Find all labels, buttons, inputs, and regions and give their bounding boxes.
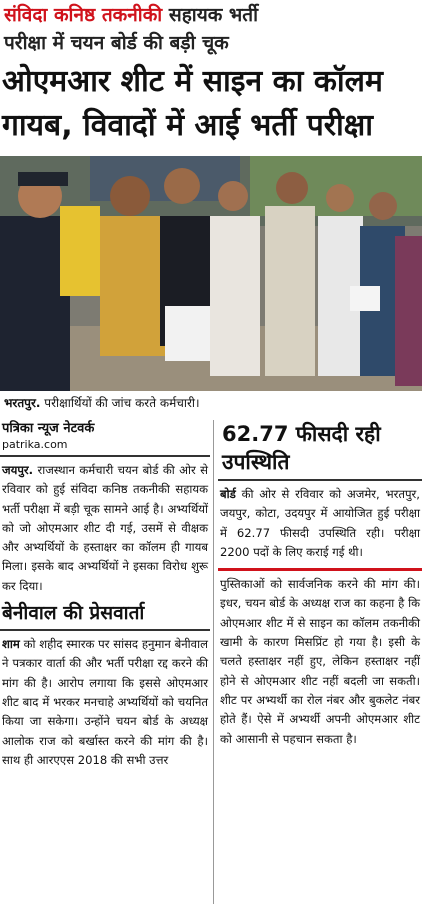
kicker-highlight: संविदा कनिष्ठ तकनीकी [4, 4, 163, 26]
sidebar-red-rule [218, 568, 422, 571]
news-photo [0, 156, 422, 394]
story-paragraph-2 [0, 635, 210, 770]
caption-place: भरतपुर. [4, 396, 41, 410]
photo-caption [0, 391, 422, 415]
sidebar-paragraph-1-text: की ओर से रविवार को अजमेर, भरतपुर, जयपुर, कोटा, उदयपुर में आयोजित हुई परीक्षा में 62.77 फीसदी उपस्थिति रही। परीक्षा 2200 पदों के लिए कराई गई थी। [220, 487, 420, 559]
kicker-line-1 [4, 2, 420, 28]
subhead-rule [0, 629, 210, 631]
story-paragraph-1 [0, 461, 210, 596]
sidebar-lead: बोर्ड [220, 487, 236, 501]
story-subhead: बेनीवाल की प्रेसवार्ता [2, 602, 145, 625]
sidebar-paragraph-1 [218, 485, 422, 562]
byline-site: patrika.com [2, 438, 68, 451]
kicker-line-2: परीक्षा में चयन बोर्ड की बड़ी चूक [4, 32, 229, 54]
sidebar-column [218, 420, 422, 749]
column-divider [213, 420, 214, 904]
story-paragraph-2-text: को शहीद स्मारक पर सांसद हनुमान बेनीवाल ने पत्रकार वार्ता की और भर्ती परीक्षा रद्द करने की मांग की है। आरोप लगाया कि इससे ओएमआर शीट बाद में भरकर मनचाहे अभ्यर्थियों को चयनित किया जा सकेगा। उन्होंने चयन बोर्ड के अध्यक्ष आलोक राज को बर्खास्त करने की मांग की है। साथ ही आरएएस 2018 की सभी उत्तर [2, 637, 208, 767]
story-column [0, 420, 210, 770]
byline-rule [0, 455, 210, 457]
dateline: जयपुर. [2, 463, 34, 477]
sidebar-title-rule [218, 479, 422, 481]
main-headline: ओएमआर शीट में साइन का कॉलम गायब, विवादों में आई भर्ती परीक्षा [2, 64, 383, 143]
paragraph-2-lead: शाम [2, 637, 20, 652]
sidebar-paragraph-2: पुस्तिकाओं को सार्वजनिक करने की मांग की। इधर, चयन बोर्ड के अध्यक्ष राज का कहना है कि ओएमआर शीट में से साइन का कॉलम तकनीकी खामी के कारण मिसप्रिंट हो गया है। इसी के चलते हस्ताक्षर नहीं हुए, लेकिन हस्ताक्षर नहीं होने से ओएमआर शीट नहीं बदली जा सकती। शीट पर अभ्यर्थी का रोल नंबर और बुकलेट नंबर होते हैं। ऐसे में अभ्यर्थी अपनी ओएमआर शीट को आसानी से पहचान सकता है। [220, 577, 420, 746]
sidebar-title: 62.77 फीसदी रही उपस्थिति [222, 422, 381, 474]
caption-text: परीक्षार्थियों की जांच करते कर्मचारी। [40, 396, 200, 410]
byline-name: पत्रिका न्यूज नेटवर्क [2, 421, 95, 436]
kicker-rest: सहायक भर्ती [162, 4, 259, 26]
story-paragraph-1-text: राजस्थान कर्मचारी चयन बोर्ड की ओर से रविवार को हुई संविदा कनिष्ठ तकनीकी सहायक भर्ती परीक्षा में बड़ी चूक सामने आई है। अभ्यर्थियों को जो ओएमआर शीट दी गई, उसमें से वीक्षक और अभ्यर्थियों के हस्ताक्षर का कॉलम ही गायब मिला। इसके बाद अभ्यर्थियों ने इसका विरोध शुरू कर दिया। [2, 463, 208, 593]
